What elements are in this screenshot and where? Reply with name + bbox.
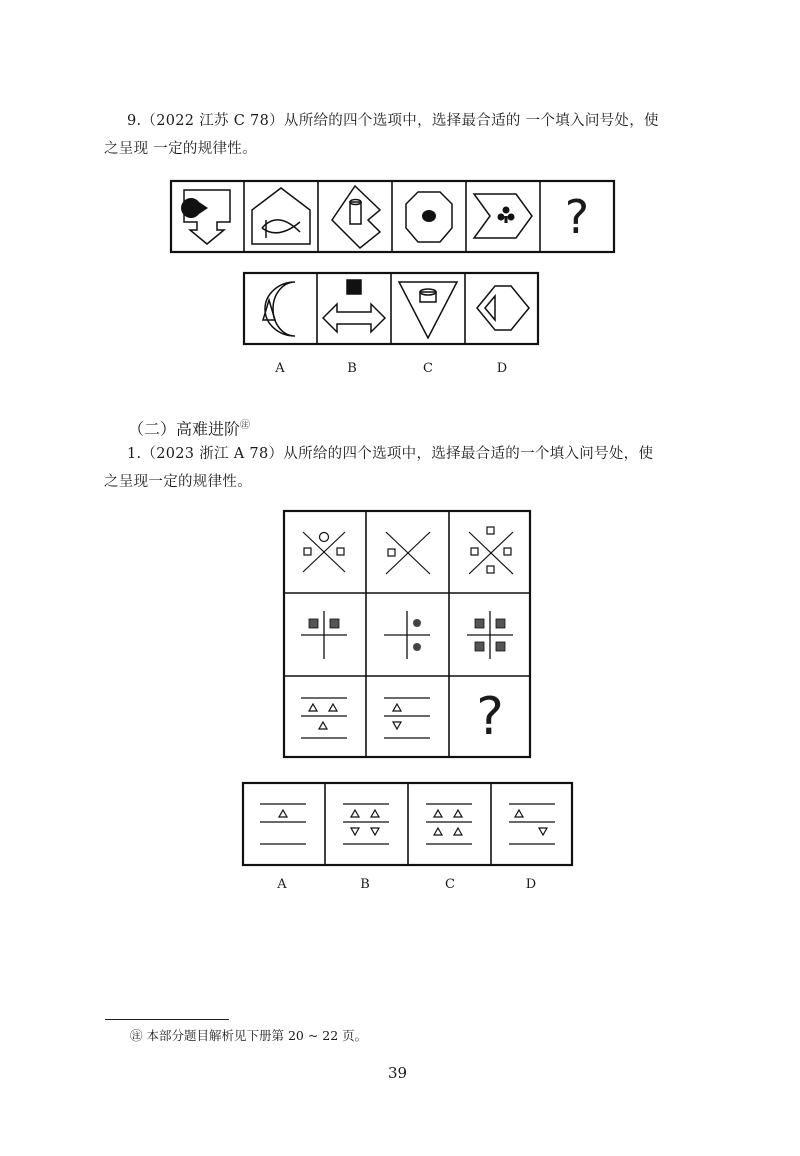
q9-figure-2 [252, 188, 310, 244]
section-marker: ㊟ [240, 420, 251, 431]
q1-option-row [242, 782, 573, 866]
q1-cell-2-3 [467, 611, 513, 659]
section-title [128, 416, 250, 439]
q1-question-mark: ? [476, 687, 504, 747]
q1-cell-3-2 [384, 698, 430, 738]
q1-cell-3-1 [301, 698, 347, 738]
footnote [130, 1026, 367, 1044]
page-number: 39 [388, 1064, 408, 1082]
q1-option-c-label[interactable]: C [445, 877, 455, 892]
q1-cell-1-3 [469, 527, 513, 574]
footnote-rule [105, 1019, 229, 1020]
q9-stem-line2: 之呈现 一定的规律性。 [104, 141, 257, 157]
q1-cell-1-2 [386, 532, 430, 574]
q1-cell-1-1 [303, 532, 345, 572]
q1-option-b-label[interactable]: B [360, 877, 370, 892]
q9-stem-line1: 9.（2022 江苏 C 78）从所给的四个选项中，选择最合适的 一个填入问号处，使 [127, 113, 659, 129]
footnote-marker: ㊟ [130, 1028, 143, 1043]
q1-option-b-figure [343, 804, 389, 844]
q9-option-c-label[interactable]: C [423, 361, 433, 376]
q1-cell-2-2 [384, 611, 430, 659]
q1-option-d-figure [509, 804, 555, 844]
q1-stem-line2: 之呈现一定的规律性。 [104, 474, 252, 490]
q9-figure-1 [181, 190, 230, 244]
q1-option-d-label[interactable]: D [525, 877, 537, 892]
q9-figure-5 [474, 194, 532, 238]
q9-option-b-label[interactable]: B [347, 361, 357, 376]
q9-option-a-label[interactable]: A [275, 361, 285, 376]
q1-stem-line1: 1.（2023 浙江 A 78）从所给的四个选项中，选择最合适的一个填入问号处，使 [127, 446, 654, 462]
q9-figure-4 [406, 192, 452, 242]
q1-option-a-label[interactable]: A [277, 877, 287, 892]
q9-option-b-figure [323, 280, 385, 332]
section-title-text: （二）高难进阶 [128, 419, 241, 439]
q9-option-d-figure [477, 286, 529, 330]
q9-option-d-label[interactable]: D [496, 361, 508, 376]
q9-question-mark: ? [564, 189, 590, 244]
footnote-text: 本部分题目解析见下册第 20 ~ 22 页。 [146, 1028, 368, 1043]
q1-cell-2-1 [301, 611, 347, 659]
q9-option-c-figure [399, 282, 457, 338]
q9-option-row [243, 272, 539, 345]
q1-option-c-figure [426, 804, 472, 844]
q9-option-a-figure [263, 282, 295, 336]
q1-option-a-figure [260, 804, 306, 844]
q9-figure-3 [332, 186, 380, 248]
